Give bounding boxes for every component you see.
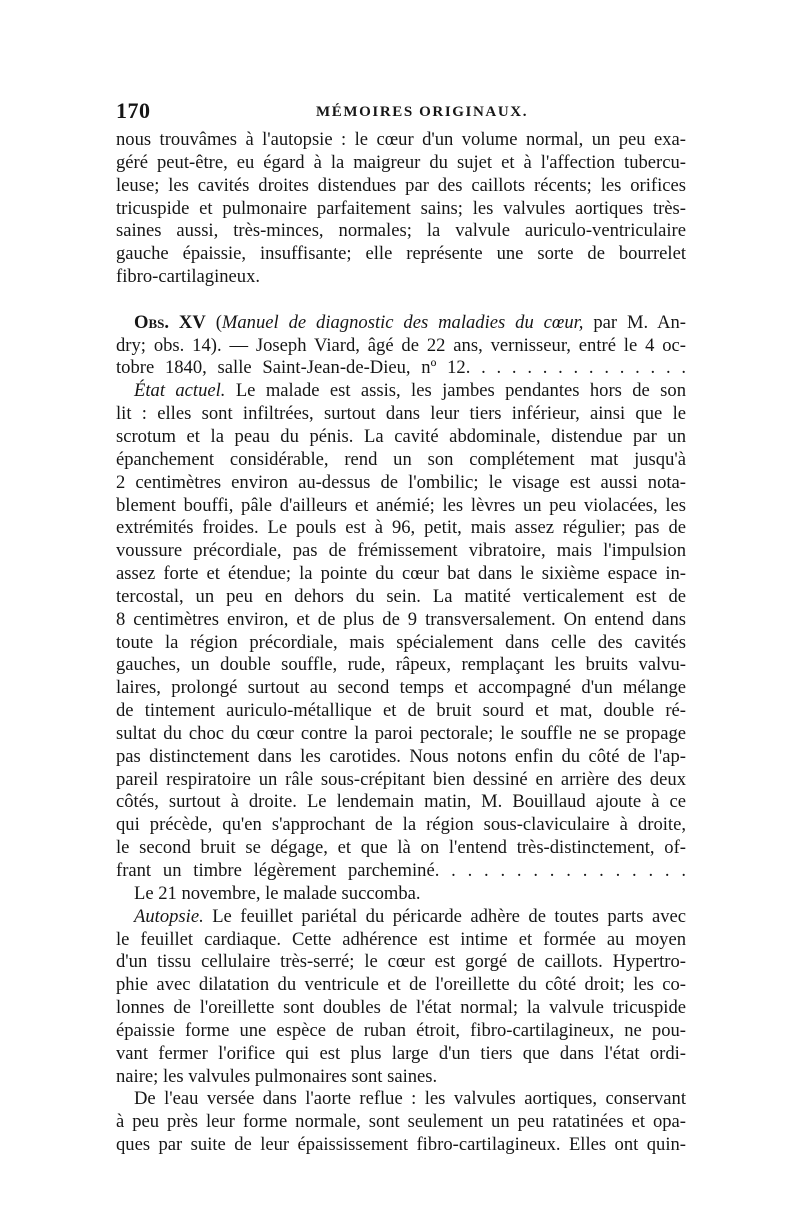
observation-open-paren: ( — [205, 311, 222, 333]
text-line: 8 centimètres environ, et de plus de 9 transversalement. On entend dans — [116, 608, 686, 630]
text-line: laires, prolongé surtout au second temps et accompagné d'un mélange — [116, 677, 686, 699]
text-line: naire; les valvules pulmonaires sont saines. — [116, 1065, 438, 1087]
text-line: blement bouffi, pâle d'ailleurs et anémié; les lèvres un peu violacées, les — [116, 494, 686, 516]
text-line: à peu près leur forme normale, sont seulement un peu ratatinées et opa- — [116, 1111, 686, 1133]
text-line: côtés, surtout à droite. Le lendemain matin, M. Bouillaud ajoute à ce — [116, 791, 686, 813]
text-line: lit : elles sont infiltrées, surtout dans leur tiers inférieur, ainsi que le — [116, 403, 686, 425]
text-line: d'un tissu cellulaire très-serré; le cœur est gorgé de caillots. Hypertro- — [116, 951, 686, 973]
text-line: assez forte et étendue; la pointe du cœur bat dans le sixième espace in- — [116, 563, 686, 585]
text-line: qui précède, qu'en s'approchant de la région sous-claviculaire à droite, — [116, 814, 686, 836]
section-lead-etat-actuel: État actuel. — [134, 380, 226, 402]
text-line: de tintement auriculo-métallique et de bruit sourd et mat, double ré- — [116, 700, 686, 722]
observation-label: Obs. XV — [134, 311, 206, 333]
text-line: fibro-cartilagineux. — [116, 266, 261, 288]
text-line: le feuillet cardiaque. Cette adhérence est intime et formée au moyen — [116, 928, 686, 950]
running-title: MÉMOIRES ORIGINAUX. — [316, 104, 529, 120]
paragraph-death-date — [116, 883, 686, 906]
text-line: 2 centimètres environ au-dessus de l'ombilic; le visage est aussi nota- — [116, 471, 686, 493]
text-line: Le 21 novembre, le malade succomba. — [134, 882, 421, 904]
text-line: phie avec dilatation du ventricule et de l'oreillette du côté droit; les co- — [116, 974, 686, 996]
text-line-lead — [116, 906, 686, 929]
lead-rest: Le malade est assis, les jambes pendantes hors de son — [225, 380, 687, 402]
text-line: leuse; les cavités droites distendues par des caillots récents; les orifices — [116, 174, 686, 196]
paragraph-aortic-valves — [116, 1088, 686, 1157]
text-line: toute la région précordiale, mais spécialement dans celle des cavités — [116, 631, 686, 653]
page-header — [116, 98, 686, 128]
text-line: pareil respiratoire un râle sous-crépitant bien dessiné en arrière des deux — [116, 768, 686, 790]
paragraph-etat-actuel — [116, 380, 686, 883]
text-line: épanchement considérable, rend un son complétement mat jusqu'à — [116, 448, 686, 470]
lead-rest: Le feuillet pariétal du péricarde adhère de toutes parts avec — [203, 905, 686, 927]
text-line: géré peut-être, eu égard à la maigreur du sujet et à l'affection tubercu- — [116, 151, 686, 173]
page-number: 170 — [116, 98, 151, 123]
paragraph-autopsy-continued — [116, 129, 686, 289]
source-author: par M. An- — [583, 311, 686, 333]
text-line: extrémités froides. Le pouls est à 96, petit, mais assez régulier; pas de — [116, 517, 686, 539]
page-body — [116, 129, 686, 1157]
text-line: gauches, un double souffle, rude, râpeux, remplaçant les bruits valvu- — [116, 654, 686, 676]
text-line: gauche épaissie, insuffisante; elle représente une sorte de bourrelet — [116, 243, 686, 265]
text-line: pas distinctement dans les carotides. Nous notons enfin du côté de l'ap- — [116, 745, 686, 767]
text-line: saines aussi, très-minces, normales; la valvule auriculo-ventriculaire — [116, 220, 686, 242]
section-lead-autopsie: Autopsie. — [134, 905, 204, 927]
text-line: ques par suite de leur épaississement fibro-cartilagineux. Elles ont quin- — [116, 1134, 686, 1156]
paragraph-observation-xv — [116, 312, 686, 381]
observation-heading-line — [116, 312, 686, 335]
text-line: vant fermer l'orifice qui est plus large d'un tiers que dans l'état ordi- — [116, 1042, 686, 1064]
text-line: tobre 1840, salle Saint-Jean-de-Dieu, nº 12. . . . . . . . . . . . . . . — [116, 357, 686, 379]
text-line: épaissie forme une espèce de ruban étroit, fibro-cartilagineux, ne pou- — [116, 1019, 686, 1041]
text-line: scrotum et la peau du pénis. La cavité abdominale, distendue par un — [116, 425, 686, 447]
text-line: tricuspide et pulmonaire parfaitement sains; les valvules aortiques très- — [116, 197, 686, 219]
paragraph-gap — [116, 289, 686, 312]
text-line: nous trouvâmes à l'autopsie : le cœur d'un volume normal, un peu exa- — [116, 129, 686, 150]
text-line: voussure précordiale, pas de frémissement vibratoire, mais l'impulsion — [116, 540, 686, 562]
text-line: sultat du choc du cœur contre la paroi pectorale; le souffle ne se propage — [116, 722, 686, 744]
text-line: dry; obs. 14). — Joseph Viard, âgé de 22 ans, vernisseur, entré le 4 oc- — [116, 334, 686, 356]
text-line-lead — [116, 380, 686, 403]
text-line: tercostal, un peu en dehors du sein. La matité verticalement est de — [116, 585, 686, 607]
text-line: le second bruit se dégage, et que là on l'entend très-distinctement, of- — [116, 837, 686, 859]
text-line: De l'eau versée dans l'aorte reflue : les valvules aortiques, conservant — [134, 1088, 686, 1110]
source-title: Manuel de diagnostic des maladies du cœur, — [221, 311, 584, 333]
text-line: lonnes de l'oreillette sont doubles de l'état normal; la valvule tricuspide — [116, 997, 686, 1019]
paragraph-autopsie — [116, 906, 686, 1089]
text-line: frant un timbre légèrement parcheminé. . . . . . . . . . . . . . . . — [116, 860, 686, 881]
